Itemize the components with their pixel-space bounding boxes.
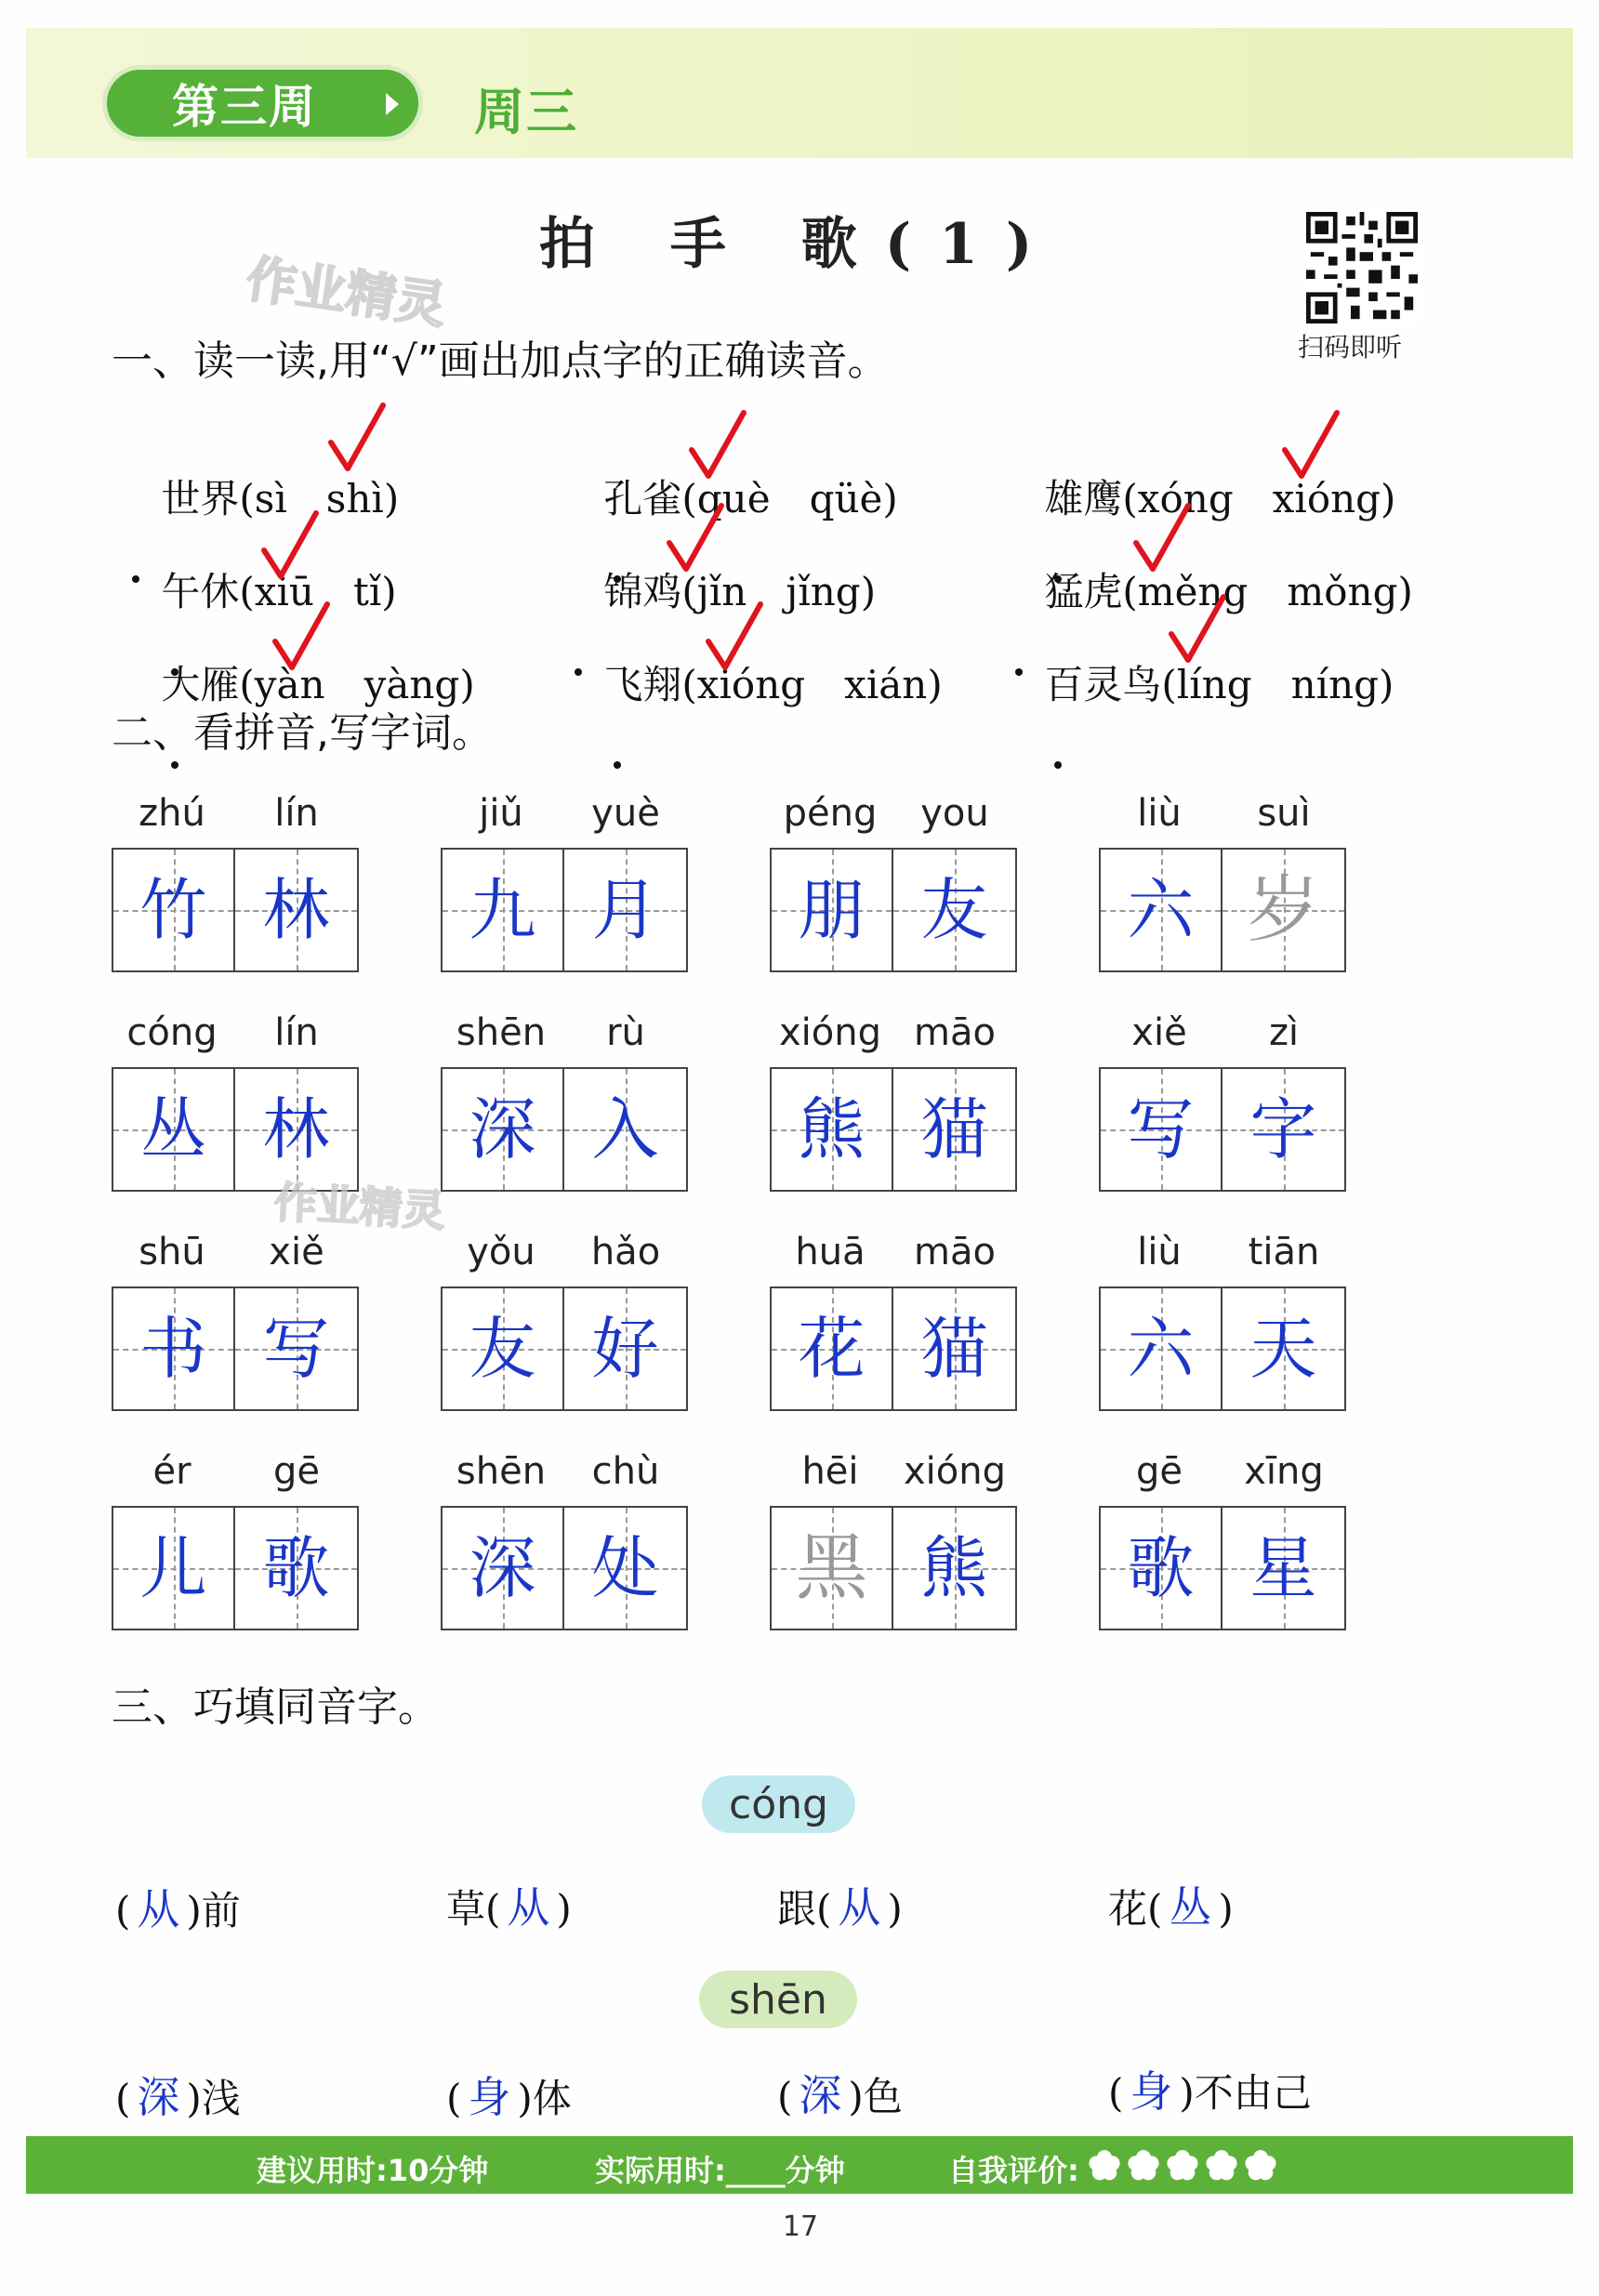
- tianzi-grid[interactable]: 儿 歌: [112, 1506, 359, 1630]
- answer-text[interactable]: 从: [838, 1882, 881, 1933]
- fill-blank-item: ( 身 )体: [446, 2064, 572, 2125]
- qr-label: 扫码即听: [1298, 332, 1403, 363]
- reading-item: 飞翔(xióng xián): [554, 609, 943, 756]
- answer-text[interactable]: 丛: [1169, 1882, 1212, 1933]
- flower-icon[interactable]: [1205, 2149, 1238, 2183]
- suggested-time: 建议用时:10分钟: [257, 2153, 489, 2188]
- fill-blank-item: ( 深 )浅: [115, 2064, 241, 2125]
- answer-text[interactable]: 身: [1130, 2066, 1173, 2117]
- section-3-title: 三、巧填同音字。: [112, 1683, 439, 1731]
- check-mark-icon: [327, 402, 387, 476]
- tianzi-grid[interactable]: 丛 林: [112, 1067, 359, 1192]
- fill-blank-item: ( 身 )不由己: [1108, 2058, 1312, 2119]
- flower-icon[interactable]: [1127, 2149, 1160, 2183]
- tianzi-grid[interactable]: 九 月: [441, 848, 688, 972]
- tianzi-grid[interactable]: 深 入: [441, 1067, 688, 1192]
- watermark-logo: 作业精灵: [272, 1177, 447, 1236]
- page-title: 拍 手 歌(1): [539, 212, 1061, 277]
- fill-blank-item: ( 深 )色: [777, 2062, 903, 2123]
- tianzi-grid[interactable]: 朋 友: [770, 848, 1017, 972]
- section-2-title: 二、看拼音,写字词。: [112, 709, 493, 757]
- fill-blank-item: 花( 丛 ): [1108, 1874, 1234, 1935]
- reading-item: 雄鹰(xóng xióng): [995, 423, 1395, 570]
- fill-blank-item: 草( 从 ): [446, 1874, 572, 1935]
- tianzi-grid[interactable]: 竹 林: [112, 848, 359, 972]
- week-badge: [102, 65, 423, 141]
- check-mark-icon: [666, 502, 725, 576]
- tianzi-grid[interactable]: 写 字: [1099, 1067, 1346, 1192]
- page-number: 17: [782, 2210, 819, 2243]
- pinyin-pair: gē xīng: [1136, 1450, 1324, 1493]
- day-label: 周三: [474, 83, 578, 141]
- pinyin-pair: shēn rù: [456, 1011, 645, 1054]
- reading-item: 大雁(yàn yàng): [112, 609, 475, 756]
- answer-text[interactable]: 深: [137, 2072, 180, 2122]
- tianzi-grid[interactable]: 书 写: [112, 1287, 359, 1411]
- tianzi-grid[interactable]: 六 岁: [1099, 848, 1346, 972]
- tianzi-grid[interactable]: 花 猫: [770, 1287, 1017, 1411]
- reading-item: 孔雀(què qüè): [554, 423, 898, 570]
- check-mark-icon: [1281, 409, 1341, 483]
- play-arrow-icon: [386, 93, 399, 115]
- tianzi-grid[interactable]: 深 处: [441, 1506, 688, 1630]
- pinyin-pair: hēi xióng: [801, 1450, 1006, 1493]
- section-1-title: 一、读一读,用“√”画出加点字的正确读音。: [112, 337, 889, 385]
- flower-icon[interactable]: [1244, 2149, 1277, 2183]
- fill-blank-item: ( 从 )前: [115, 1876, 241, 1937]
- actual-time: 实际用时:____分钟: [595, 2153, 845, 2188]
- pinyin-pair: yǒu hǎo: [467, 1231, 661, 1273]
- pinyin-pair: ér gē: [152, 1450, 320, 1493]
- pinyin-pair: xióng māo: [779, 1011, 996, 1054]
- rating-flowers[interactable]: [1088, 2149, 1277, 2183]
- reading-item: 锦鸡(jǐn jǐng): [554, 516, 876, 663]
- answer-text[interactable]: 从: [137, 1884, 180, 1934]
- pinyin-pair: zhú lín: [139, 792, 319, 835]
- check-mark-icon: [705, 600, 764, 675]
- answer-text[interactable]: 深: [799, 2070, 842, 2120]
- reading-item: 猛虎(měng mǒng): [995, 516, 1413, 663]
- tianzi-grid[interactable]: 歌 星: [1099, 1506, 1346, 1630]
- answer-text[interactable]: 身: [468, 2072, 511, 2122]
- self-rating-label: 自我评价:: [948, 2153, 1079, 2188]
- answer-text[interactable]: 从: [507, 1882, 550, 1933]
- week-label: 第三周: [172, 80, 317, 134]
- pinyin-pair: xiě zì: [1131, 1011, 1300, 1054]
- tianzi-grid[interactable]: 六 天: [1099, 1287, 1346, 1411]
- pinyin-pair: huā māo: [795, 1231, 996, 1273]
- pinyin-bubble: cóng: [702, 1775, 855, 1833]
- pinyin-pair: shū xiě: [139, 1231, 324, 1273]
- reading-item: 午休(xiū tǐ): [112, 516, 397, 663]
- tianzi-grid[interactable]: 熊 猫: [770, 1067, 1017, 1192]
- pinyin-pair: liù suì: [1137, 792, 1311, 835]
- pinyin-pair: liù tiān: [1137, 1231, 1320, 1273]
- flower-icon[interactable]: [1088, 2149, 1121, 2183]
- check-mark-icon: [1132, 502, 1192, 576]
- pinyin-pair: cóng lín: [126, 1011, 319, 1054]
- check-mark-icon: [688, 409, 747, 483]
- tianzi-grid[interactable]: 友 好: [441, 1287, 688, 1411]
- check-mark-icon: [271, 600, 331, 675]
- check-mark-icon: [1168, 593, 1227, 667]
- reading-item: 百灵鸟(líng níng): [995, 609, 1394, 756]
- tianzi-grid[interactable]: 黑 熊: [770, 1506, 1017, 1630]
- check-mark-icon: [260, 509, 320, 584]
- pinyin-pair: shēn chù: [456, 1450, 660, 1493]
- pinyin-bubble: shēn: [699, 1971, 857, 2028]
- pinyin-pair: péng you: [783, 792, 989, 835]
- flower-icon[interactable]: [1166, 2149, 1199, 2183]
- watermark-logo: 作业精灵: [243, 249, 450, 336]
- qr-code-icon[interactable]: [1306, 212, 1418, 323]
- fill-blank-item: 跟( 从 ): [777, 1874, 903, 1935]
- pinyin-pair: jiǔ yuè: [479, 792, 660, 835]
- reading-item: 世界(sì shì): [112, 423, 399, 570]
